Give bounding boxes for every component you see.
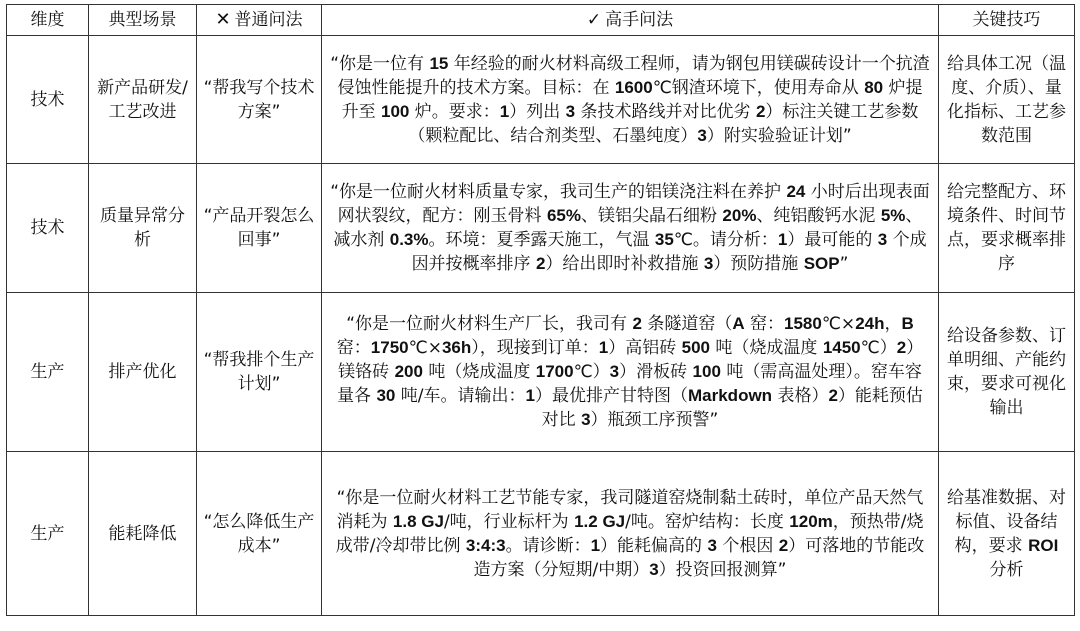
table-row [7,164,1075,293]
cell-normal: “帮我写个技术方案” [197,36,322,164]
table-row [7,452,1075,616]
cell-expert: “你是一位耐火材料生产厂长，我司有 2 条隧道窑（A 窑：1580℃×24h，B 窑：1750℃×36h），现接到订单：1）高铝砖 500 吨（烧成温度 1450℃）2）镁铬砖 200 吨（烧成温度 1700℃）3）滑板砖 100 吨（需高温处理）。窑车容量各 30 吨/车。请输出：1）最优排产甘特图（Markdown 表格）2）能耗预估对比 3）瓶颈工序预警” [322,293,939,452]
cell-scenario: 质量异常分析 [89,164,197,293]
cell-normal: “帮我排个生产计划” [197,293,322,452]
cell-tips: 给设备参数、订单明细、产能约束，要求可视化输出 [939,293,1075,452]
cell-dimension: 技术 [7,164,89,293]
cell-tips: 给具体工况（温度、介质）、量化指标、工艺参数范围 [939,36,1075,164]
cell-scenario: 排产优化 [89,293,197,452]
table-row [7,36,1075,164]
cell-dimension: 技术 [7,36,89,164]
header-expert-label: 高手问法 [605,10,674,30]
cell-normal: “产品开裂怎么回事” [197,164,322,293]
header-normal [197,5,322,36]
cell-tips: 给基准数据、对标值、设备结构，要求 ROI 分析 [939,452,1075,616]
table-row [7,293,1075,452]
header-dimension: 维度 [7,5,89,36]
comparison-table-container [6,4,1075,616]
header-tips: 关键技巧 [939,5,1075,36]
prompt-comparison-table [6,4,1075,616]
cell-scenario: 能耗降低 [89,452,197,616]
cell-expert: “你是一位耐火材料质量专家，我司生产的铝镁浇注料在养护 24 小时后出现表面网状裂纹，配方：刚玉骨料 65%、镁铝尖晶石细粉 20%、纯铝酸钙水泥 5%、减水剂 0.3%。环境：夏季露天施工，气温 35℃。请分析：1）最可能的 3 个成因并按概率排序 2）给出即时补救措施 3）预防措施 SOP” [322,164,939,293]
x-mark-icon: ✕ [215,9,231,30]
cell-expert: “你是一位耐火材料工艺节能专家，我司隧道窑烧制黏土砖时，单位产品天然气消耗为 1.8 GJ/吨，行业标杆为 1.2 GJ/吨。窑炉结构：长度 120m，预热带/烧成带/冷却带比例 3:4:3。请诊断：1）能耗偏高的 3 个根因 2）可落地的节能改造方案（分短期/中期）3）投资回报测算” [322,452,939,616]
header-normal-label: 普通问法 [234,10,303,30]
cell-dimension: 生产 [7,452,89,616]
cell-normal: “怎么降低生产成本” [197,452,322,616]
cell-tips: 给完整配方、环境条件、时间节点，要求概率排序 [939,164,1075,293]
check-mark-icon: ✓ [586,10,602,30]
cell-expert: “你是一位有 15 年经验的耐火材料高级工程师，请为钢包用镁碳砖设计一个抗渣侵蚀性能提升的技术方案。目标：在 1600℃钢渣环境下，使用寿命从 80 炉提升至 100 炉。要求：1）列出 3 条技术路线并对比优劣 2）标注关键工艺参数（颗粒配比、结合剂类型、石墨纯度）3）附实验验证计划” [322,36,939,164]
cell-scenario: 新产品研发/工艺改进 [89,36,197,164]
header-expert [322,5,939,36]
header-row [7,5,1075,36]
header-scenario: 典型场景 [89,5,197,36]
cell-dimension: 生产 [7,293,89,452]
